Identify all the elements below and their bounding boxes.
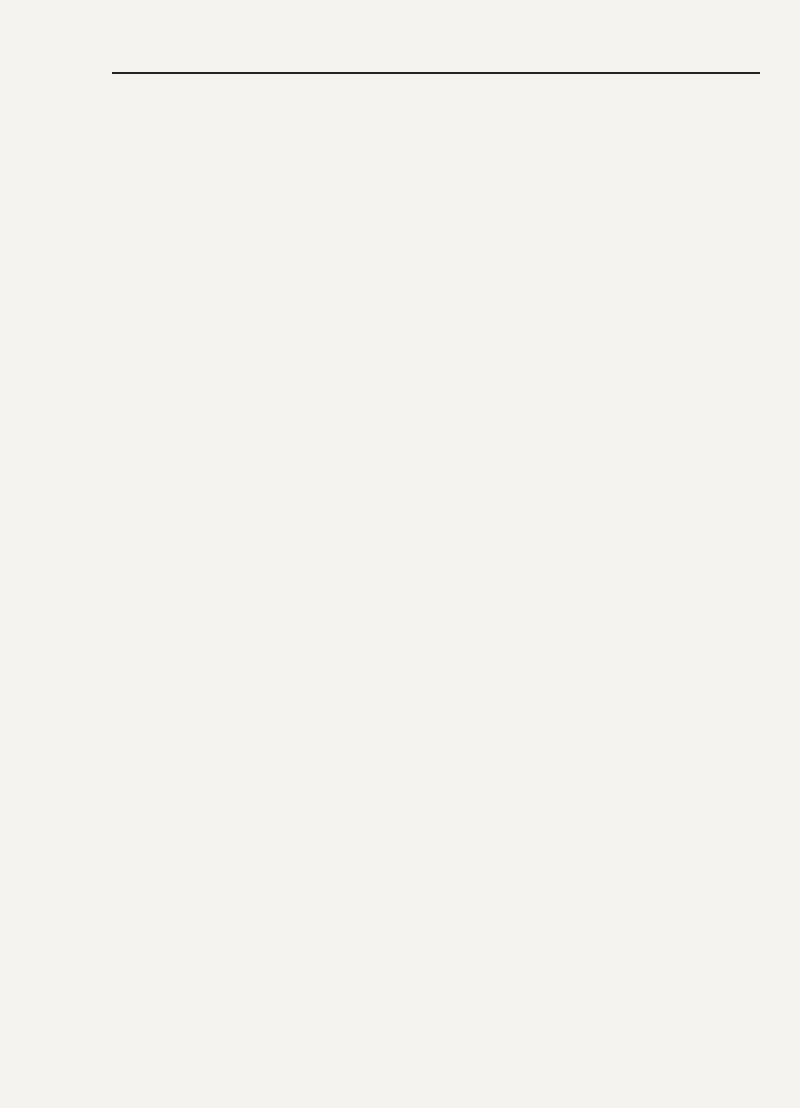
page-header [112,36,772,70]
header-rule [112,72,760,74]
